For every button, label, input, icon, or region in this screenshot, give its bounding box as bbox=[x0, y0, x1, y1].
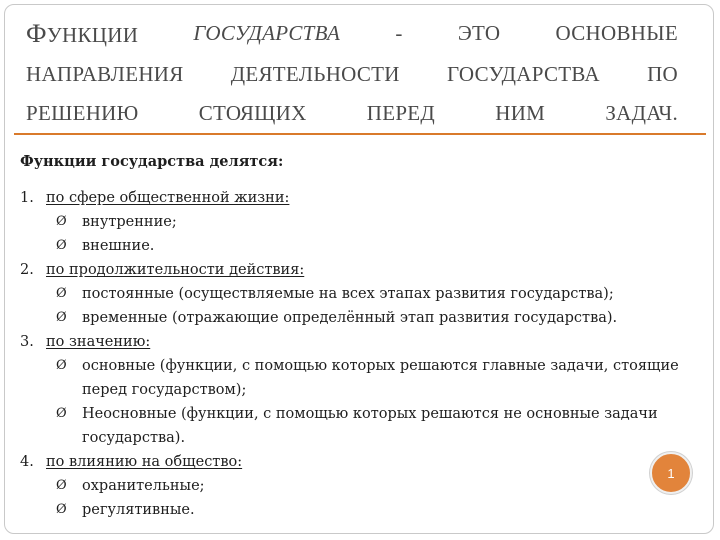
heading-word-emphasis: ГОСУДАРСТВА bbox=[193, 21, 341, 45]
classification-group bbox=[20, 258, 685, 330]
classification-group bbox=[20, 450, 685, 522]
slide-body bbox=[20, 150, 685, 522]
function-text: Неосновные (функции, с помощью которых решаются не основные задачи государства). bbox=[82, 406, 658, 446]
heading-word: ФУНКЦИИ bbox=[26, 19, 139, 48]
heading-word: НАПРАВЛЕНИЯ bbox=[26, 62, 184, 86]
heading-line-2 bbox=[26, 55, 678, 94]
function-text: постоянные (осуществляемые на всех этапах развития государства); bbox=[82, 286, 614, 302]
heading-line-3 bbox=[26, 94, 678, 133]
heading-line-1 bbox=[26, 14, 678, 55]
function-item bbox=[46, 498, 685, 522]
group-number: 3. bbox=[20, 334, 34, 350]
heading-word: ПО bbox=[647, 62, 678, 86]
classification-list bbox=[20, 186, 685, 522]
function-text: охранительные; bbox=[82, 478, 205, 494]
group-title: по сфере общественной жизни: bbox=[46, 190, 290, 206]
lead-text: Функции государства делятся: bbox=[20, 153, 284, 170]
function-item bbox=[46, 282, 685, 306]
function-text: основные (функции, с помощью которых решаются главные задачи, стоящие перед государством); bbox=[82, 358, 679, 398]
page-number-badge: 1 bbox=[650, 452, 692, 494]
slide-heading bbox=[26, 14, 678, 133]
group-title: по продолжительности действия: bbox=[46, 262, 305, 278]
arrow-bullet-icon: Ø bbox=[56, 310, 67, 325]
function-item bbox=[46, 306, 685, 330]
function-list bbox=[46, 354, 685, 450]
heading-word: ГОСУДАРСТВА bbox=[446, 62, 600, 86]
function-list bbox=[46, 282, 685, 330]
group-number: 1. bbox=[20, 190, 34, 206]
function-text: регулятивные. bbox=[82, 502, 195, 518]
heading-word: ПЕРЕД bbox=[366, 101, 436, 125]
function-text: временные (отражающие определённый этап развития государства). bbox=[82, 310, 618, 326]
function-list bbox=[46, 474, 685, 522]
heading-word: ОСНОВНЫЕ bbox=[555, 21, 678, 45]
function-item bbox=[46, 234, 685, 258]
group-number: 4. bbox=[20, 454, 34, 470]
heading-word: ЗАДАЧ. bbox=[605, 101, 678, 125]
function-list bbox=[46, 210, 685, 258]
heading-word: РЕШЕНИЮ bbox=[26, 101, 139, 125]
function-item bbox=[46, 210, 685, 234]
function-text: внешние. bbox=[82, 238, 155, 254]
arrow-bullet-icon: Ø bbox=[56, 238, 67, 253]
heading-dash: - bbox=[395, 21, 403, 45]
classification-group bbox=[20, 330, 685, 450]
heading-word: НИМ bbox=[495, 101, 546, 125]
arrow-bullet-icon: Ø bbox=[56, 358, 67, 373]
function-item bbox=[46, 402, 685, 450]
heading-word: ДЕЯТЕЛЬНОСТИ bbox=[230, 62, 400, 86]
function-item bbox=[46, 354, 685, 402]
arrow-bullet-icon: Ø bbox=[56, 214, 67, 229]
function-text: внутренние; bbox=[82, 214, 177, 230]
group-number: 2. bbox=[20, 262, 34, 278]
function-item bbox=[46, 474, 685, 498]
group-title: по значению: bbox=[46, 334, 151, 350]
group-title: по влиянию на общество: bbox=[46, 454, 243, 470]
arrow-bullet-icon: Ø bbox=[56, 286, 67, 301]
classification-group bbox=[20, 186, 685, 258]
heading-word: СТОЯЩИХ bbox=[198, 101, 307, 125]
arrow-bullet-icon: Ø bbox=[56, 502, 67, 517]
heading-divider bbox=[14, 133, 706, 135]
arrow-bullet-icon: Ø bbox=[56, 406, 67, 421]
arrow-bullet-icon: Ø bbox=[56, 478, 67, 493]
heading-word: ЭТО bbox=[457, 21, 501, 45]
